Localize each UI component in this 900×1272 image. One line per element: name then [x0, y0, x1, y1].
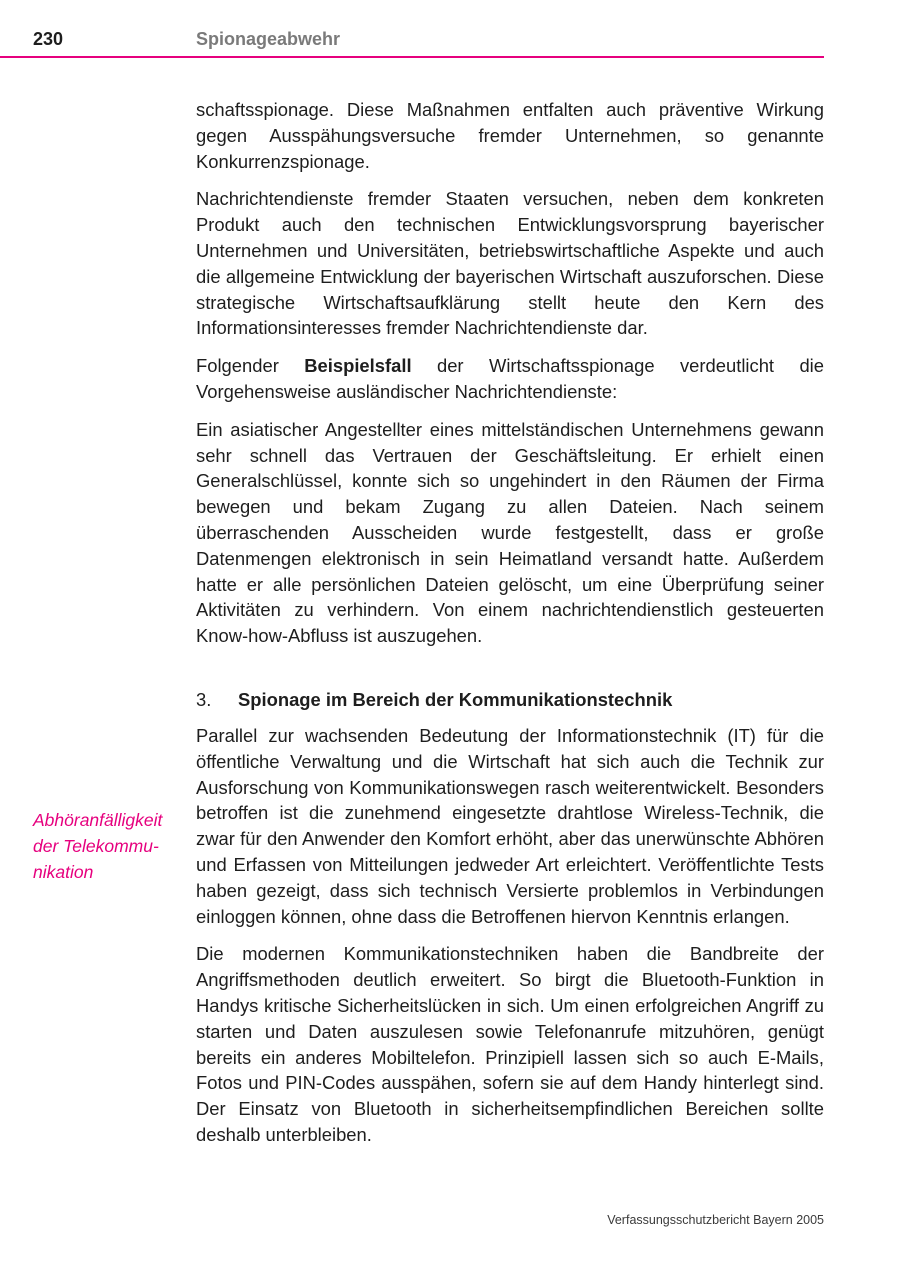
paragraph-text: Folgender [196, 355, 305, 377]
margin-note-line: der Telekommu- [33, 836, 159, 856]
section-number: 3. [196, 688, 212, 710]
footer: Verfassungsschutzbericht Bayern 2005 [607, 1213, 824, 1227]
paragraph-text: der Wirtschaftsspionage verdeutlicht die Vorgehensweise ausländischer Nachrichtendienste: [196, 355, 824, 402]
paragraph: Parallel zur wachsenden Bedeutung der Informationstechnik (IT) für die öffentliche Verwaltung und die Wirtschaft hat sich auch die Technik zur Ausforschung von Kommunikationswegen rasch weiterentwickelt. Besonders betroffen ist die zunehmend eingesetzte drahtlose Wireless-Technik, die zwar für den Anwender den Komfort erhöht, aber das unerwünschte Abhören und Erfassen von Mitteilungen jedweder Art erleichtert. Veröffentlichte Tests haben gezeigt, dass sich technisch Versierte problemlos in Verbindungen einloggen können, ohne dass die Betroffenen hiervon Kenntnis erlangen. [196, 724, 824, 927]
margin-note-line: nikation [33, 862, 94, 882]
page-number: 230 [33, 29, 64, 49]
section-title: Spionage im Bereich der Kommunikationstechnik [238, 688, 673, 710]
running-head: Spionageabwehr [196, 29, 341, 49]
paragraph: schaftsspionage. Diese Maßnahmen entfalten auch präventive Wirkung gegen Ausspähungsversuche fremder Unternehmen, so genannte Konkurrenzspionage. [196, 99, 824, 172]
margin-note-line: Abhöranfälligkeit [33, 810, 163, 830]
paragraph: Ein asiatischer Angestellter eines mittelständischen Unternehmens gewann sehr schnell das Vertrauen der Geschäftsleitung. Er erhielt einen Generalschlüssel, konnte sich so ungehindert in den Räumen der Firma bewegen und bekam Zugang zu allen Dateien. Nach seinem überraschenden Ausscheiden wurde festgestellt, dass er große Datenmengen elektronisch in sein Heimatland versandt hatte. Außerdem hatte er alle persönlichen Dateien gelöscht, um eine Überprüfung seiner Aktivitäten zu verhindern. Von einem nachrichtendienstlich gesteuerten Know-how-Abfluss ist auszugehen. [196, 418, 824, 647]
body-text [196, 97, 824, 1160]
paragraph: Die modernen Kommunikationstechniken haben die Bandbreite der Angriffsmethoden deutlich erweitert. So birgt die Bluetooth-Funktion in Handys kritische Sicherheitslücken in sich. Um einen erfolgreichen Angriff zu starten und Daten auszulesen sowie Telefonanrufe mitzuhören, genügt bereits ein anderes Mobiltelefon. Prinzipiell lassen sich so auch E-Mails, Fotos und PIN-Codes ausspähen, sofern sie auf dem Handy hinterlegt sind. Der Einsatz von Bluetooth in sicherheitsempfindlichen Bereichen sollte deshalb unterbleiben. [196, 943, 824, 1145]
section-heading [196, 687, 824, 713]
margin-note [33, 807, 183, 885]
header-rule [0, 56, 824, 58]
paragraph: Nachrichtendienste fremder Staaten versuchen, neben dem konkreten Produkt auch den technischen Entwicklungsvorsprung bayerischer Unternehmen und Universitäten, betriebswirtschaftliche Aspekte und auch die allgemeine Entwicklung der bayerischen Wirtschaft auszuforschen. Diese strategische Wirtschaftsaufklärung stellt heute den Kern des Informationsinteresses fremder Nachrichtendienste dar. [196, 188, 824, 339]
bold-term: Beispielsfall [304, 355, 412, 377]
paragraph [196, 353, 824, 405]
